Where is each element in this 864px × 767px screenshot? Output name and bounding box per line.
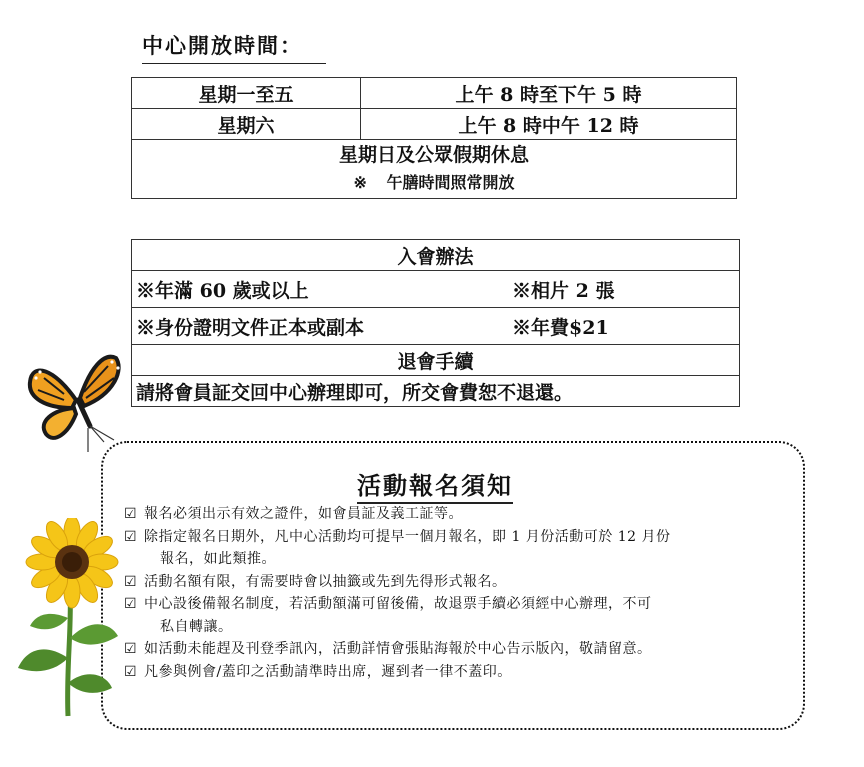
withdraw-title: 退會手續: [132, 345, 740, 376]
item-text: 如活動未能趕及刊登季訊內，活動詳情會張貼海報於中心告示版內，敬請留意。: [144, 641, 652, 657]
table-row: [132, 376, 740, 407]
table-row: [132, 78, 737, 109]
item-text: 活動名額有限，有需要時會以抽籤或先到先得形式報名。: [144, 573, 507, 590]
item-text: 私自轉讓。: [160, 618, 233, 635]
checkbox-icon: ☑: [124, 528, 138, 545]
butterfly-icon: [24, 348, 124, 458]
table-row: [132, 271, 740, 308]
closed-text: 星期日及公眾假期休息: [338, 144, 529, 166]
item-text: 凡參與例會/蓋印之活動請準時出席，遲到者一律不蓋印。: [144, 663, 512, 680]
hours-day: 星期一至五: [132, 78, 361, 109]
item-text: 報名必須出示有效之證件，如會員証及義工証等。: [144, 506, 463, 522]
requirement: ※身份證明文件正本或副本: [132, 308, 509, 345]
sunflower-icon: [14, 518, 126, 718]
table-row: [132, 109, 737, 140]
requirement: ※年費$21: [508, 308, 740, 345]
membership-title: 入會辦法: [132, 240, 740, 271]
note-mark: ※: [353, 173, 367, 192]
hours-time: 上午 8 時中午 12 時: [361, 109, 737, 140]
table-row: [132, 308, 740, 345]
opening-hours-table: [131, 77, 737, 199]
opening-hours-heading: 中心開放時間：: [142, 30, 326, 64]
item-text: 中心設後備報名制度，若活動額滿可留後備，故退票手續必須經中心辦理，不可: [144, 596, 652, 612]
list-item: [124, 526, 784, 549]
list-item-continuation: [124, 616, 784, 639]
membership-table: [131, 239, 740, 407]
withdraw-text: 請將會員証交回中心辦理即可，所交會費恕不退還。: [132, 376, 740, 407]
list-item: [124, 661, 784, 684]
table-row: [132, 345, 740, 376]
checkbox-icon: ☑: [124, 641, 138, 657]
requirement: ※相片 2 張: [508, 271, 740, 308]
notice-title: 活動報名須知: [357, 466, 513, 504]
item-text: 除指定報名日期外，凡中心活動均可提早一個月報名，即 1 月份活動可於 12 月份: [144, 528, 671, 545]
checkbox-icon: ☑: [124, 506, 138, 522]
list-item: [124, 503, 784, 526]
list-item-continuation: [124, 548, 784, 571]
list-item: [124, 638, 784, 661]
checkbox-icon: ☑: [124, 596, 138, 612]
hours-time: 上午 8 時至下午 5 時: [361, 78, 737, 109]
checkbox-icon: ☑: [124, 573, 138, 590]
closed-note-cell: [132, 140, 737, 199]
notice-list: [124, 503, 784, 683]
list-item: [124, 593, 784, 616]
note-text: 午膳時間照常開放: [386, 173, 515, 192]
checkbox-icon: ☑: [124, 663, 138, 680]
list-item: [124, 571, 784, 594]
hours-day: 星期六: [132, 109, 361, 140]
item-text: 報名，如此類推。: [160, 551, 276, 567]
lunch-note: [132, 169, 736, 197]
table-row: [132, 140, 737, 199]
requirement: ※年滿 60 歲或以上: [132, 271, 509, 308]
table-row: [132, 240, 740, 271]
